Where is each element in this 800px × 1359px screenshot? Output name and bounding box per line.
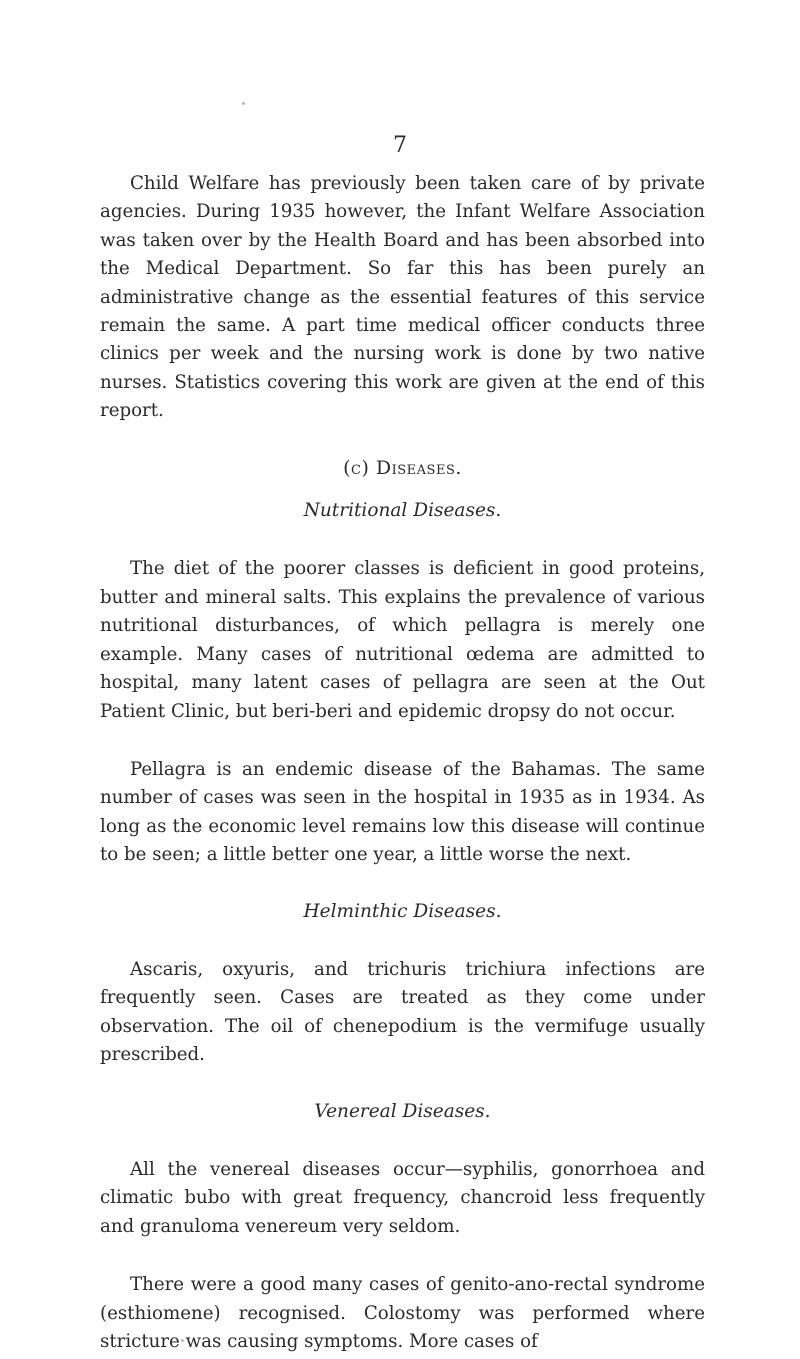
page-number: 7 [393, 133, 407, 158]
subheading-venereal-diseases: Venereal Diseases. [314, 1100, 491, 1122]
paragraph-helminthic: Ascaris, oxyuris, and trichuris trichiura infections are frequently seen. Cases are treated as they come under observation. The oil of chenepodium is the vermifuge usually prescribed. [100, 958, 705, 1066]
paragraph-venereal-esthiomene: There were a good many cases of genito-ano-rectal syndrome (esthiomene) recognised. Colostomy was performed where stricture was causing symptoms. More cases of [100, 1274, 705, 1352]
paragraph-venereal-occurrence: All the venereal diseases occur—syphilis, gonorrhoea and climatic bubo with great frequency, chancroid less frequently and granuloma venereum very seldom. [100, 1158, 705, 1237]
section-heading-diseases: (c) Diseases. [343, 456, 462, 479]
print-speck [242, 102, 245, 105]
subheading-helminthic-diseases: Helminthic Diseases. [303, 900, 502, 922]
paragraph-child-welfare: Child Welfare has previously been taken care of by private agencies. During 1935 however, the Infant Welfare Association was taken over by the Health Board and has been absorbed into the Medical Department. So far this has been purely an administrative change as the essential features of this service remain the same. A part time medical officer conducts three clinics per week and the nursing work is done by two native nurses. Statistics covering this work are given at the end of this report. [100, 173, 705, 422]
document-body [100, 170, 705, 1356]
subheading-nutritional-diseases: Nutritional Diseases. [303, 500, 502, 522]
paragraph-nutritional-diet: The diet of the poorer classes is deficient in good proteins, butter and mineral salts. This explains the prevalence of various nutritional disturbances, of which pellagra is merely one example. Many cases of nutritional œdema are admitted to hospital, many latent cases of pellagra are seen at the Out Patient Clinic, but beri-beri and epidemic dropsy do not occur. [100, 558, 705, 722]
paragraph-pellagra: Pellagra is an endemic disease of the Bahamas. The same number of cases was seen in the hospital in 1935 as in 1934. As long as the economic level remains low this disease will continue to be seen; a little better one year, a little worse the next. [100, 758, 705, 866]
